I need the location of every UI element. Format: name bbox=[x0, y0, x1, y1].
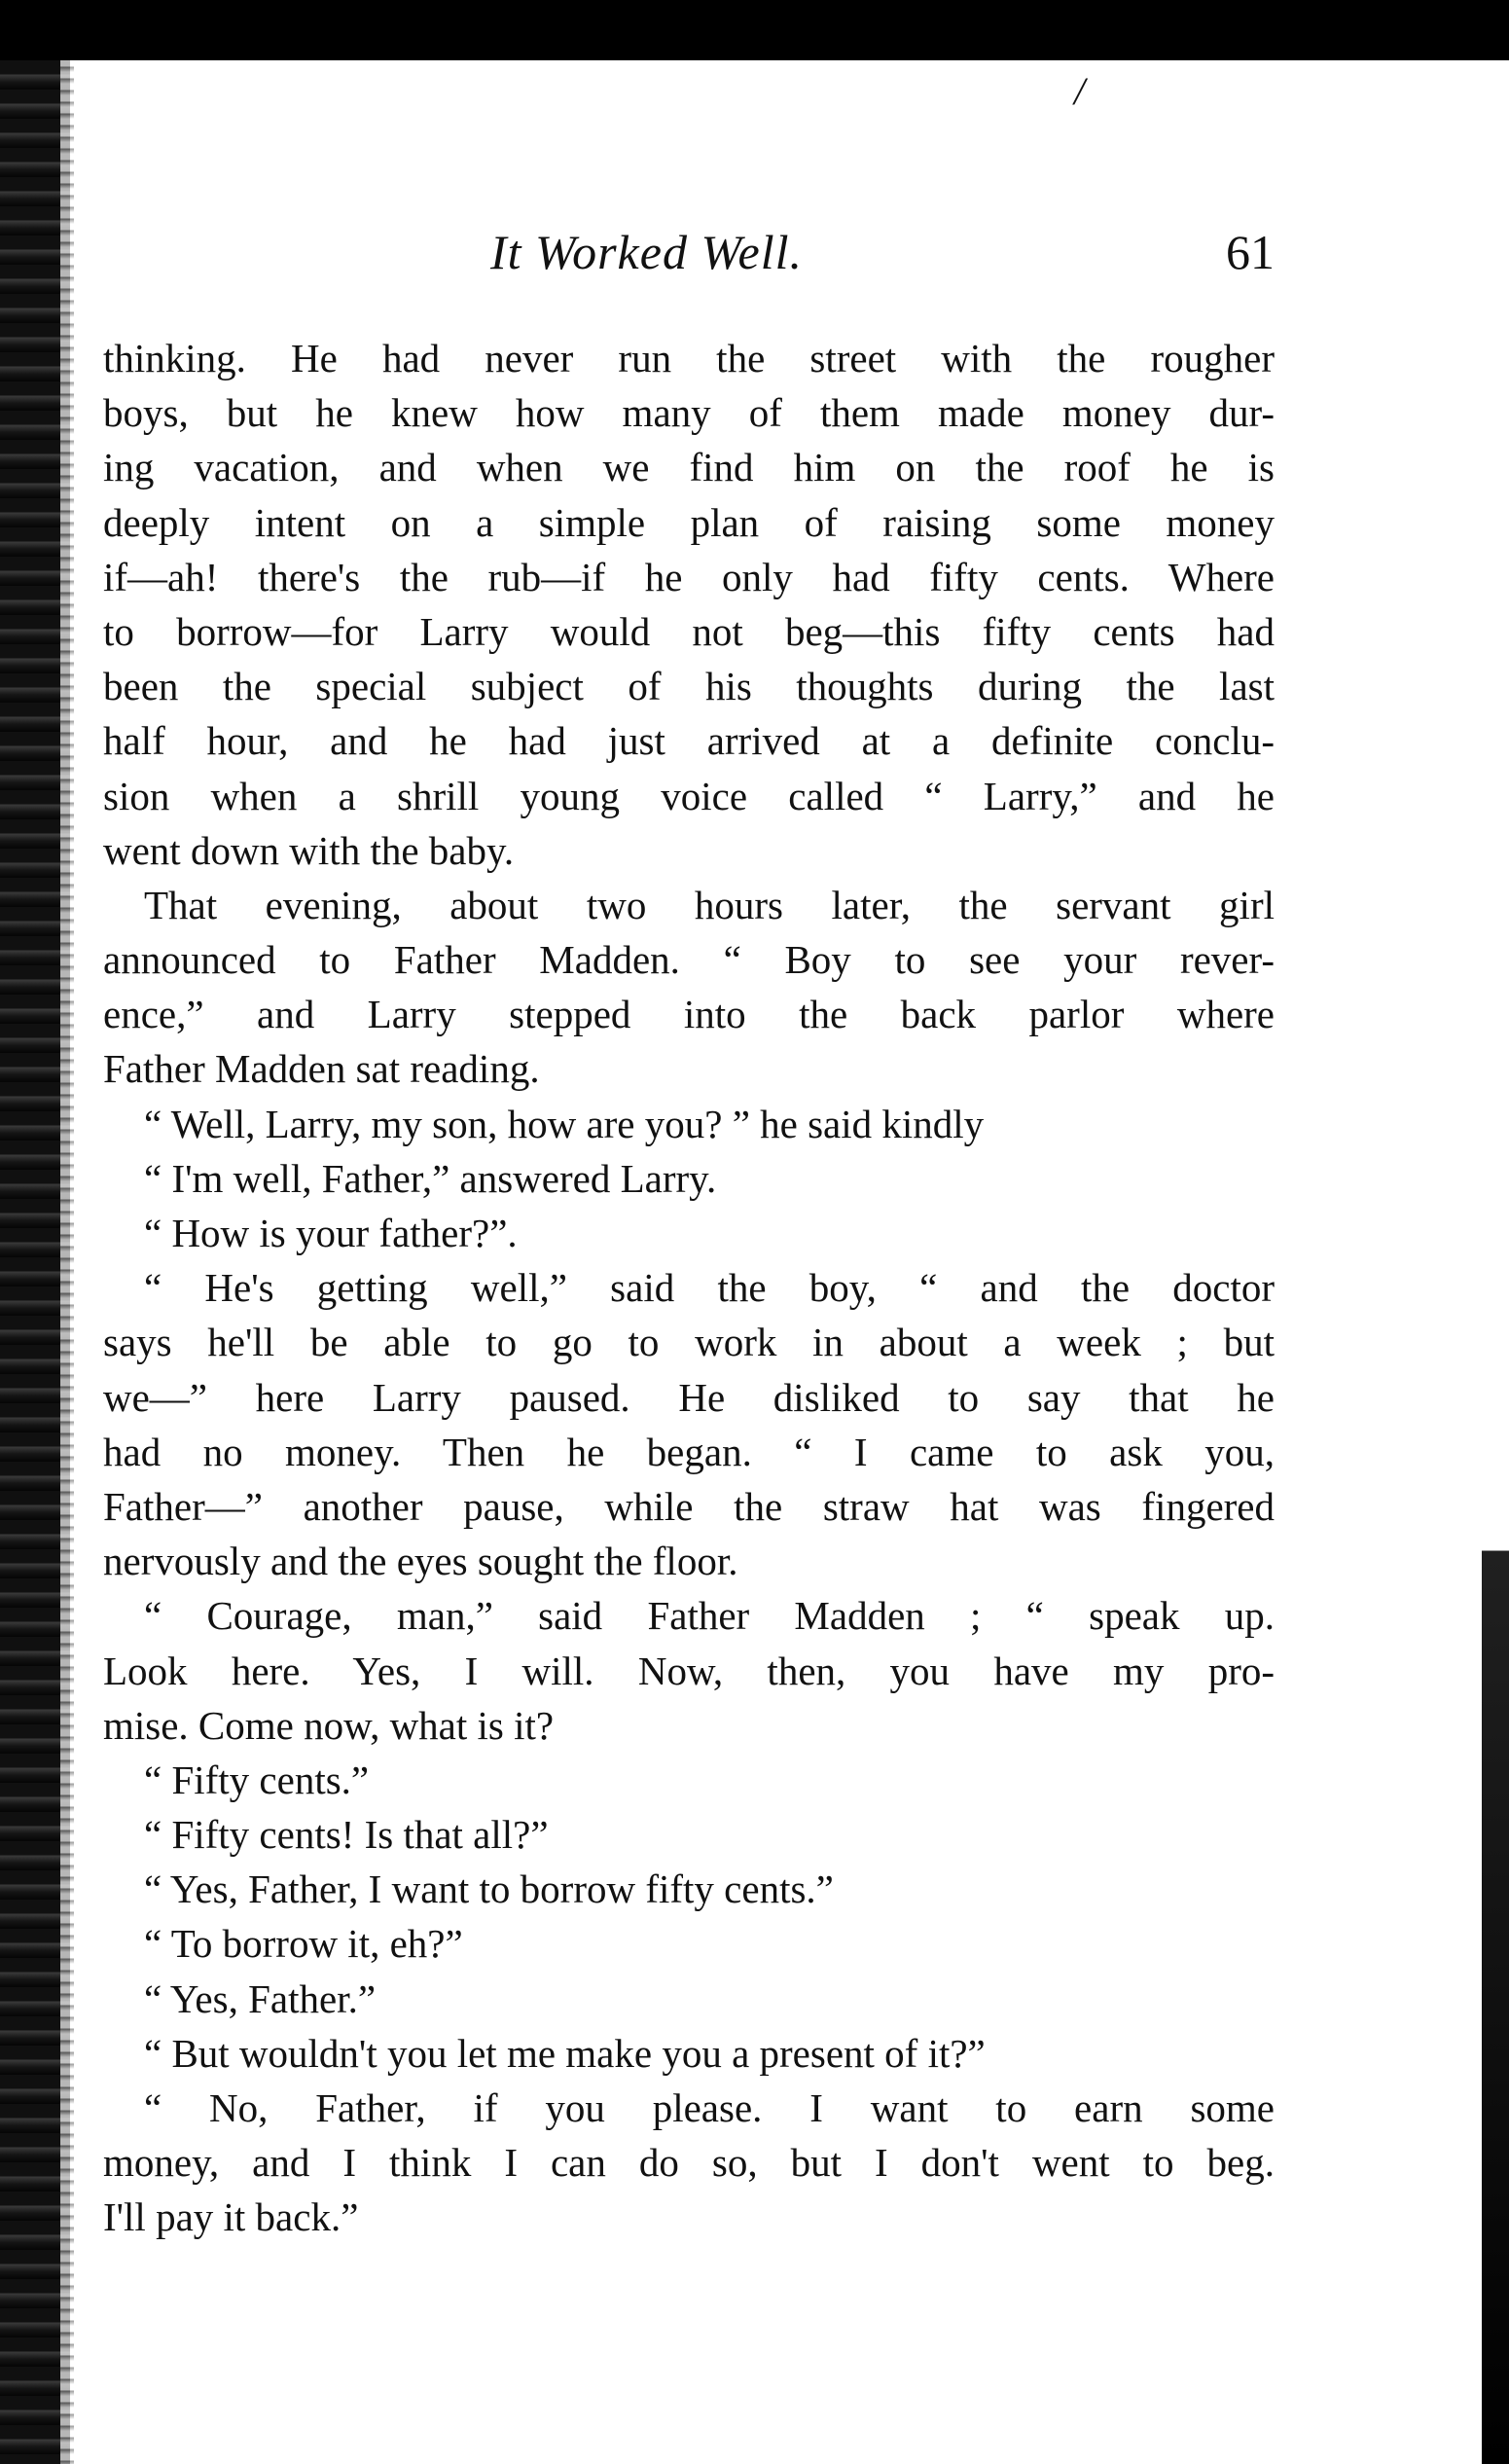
text-line: “ Fifty cents! Is that all?” bbox=[144, 1812, 549, 1858]
text-line: “ Courage, man,” said Father Madden ; “ speak up. bbox=[144, 1593, 1275, 1639]
text-line: deeply intent on a simple plan of raising some money bbox=[103, 499, 1275, 545]
text-line: “ No, Father, if you please. I want to earn some bbox=[144, 2085, 1275, 2130]
text-line: “ Yes, Father.” bbox=[144, 1975, 377, 2021]
text-line: if—ah! there's the rub—if he only had fifty cents. Where bbox=[103, 554, 1275, 599]
running-title: It Worked Well. bbox=[490, 225, 803, 279]
page-number: 61 bbox=[1226, 225, 1275, 279]
text-line: we—” here Larry paused. He disliked to say that he bbox=[103, 1374, 1275, 1420]
text-line: “ Fifty cents.” bbox=[144, 1757, 370, 1802]
text-line: Father Madden sat reading. bbox=[103, 1046, 540, 1092]
scan-border-right bbox=[1482, 60, 1509, 2464]
text-line: ence,” and Larry stepped into the back parlor where bbox=[103, 992, 1275, 1037]
text-line: sion when a shrill young voice called “ Larry,” and he bbox=[103, 773, 1275, 818]
text-line: “ But wouldn't you let me make you a present of it?” bbox=[144, 2030, 986, 2076]
page-mark: / bbox=[1074, 69, 1086, 113]
text-line: “ Well, Larry, my son, how are you? ” he said kindly bbox=[144, 1101, 985, 1146]
text-line: boys, but he knew how many of them made money dur- bbox=[103, 390, 1275, 436]
text-line: thinking. He had never run the street with the rougher bbox=[103, 336, 1275, 380]
text-line: to borrow—for Larry would not beg—this fifty cents had bbox=[103, 608, 1275, 654]
text-line: went down with the baby. bbox=[103, 827, 515, 873]
text-line: money, and I think I can do so, but I don't went to beg. bbox=[103, 2140, 1275, 2186]
scan-border-top bbox=[0, 0, 1509, 60]
text-line: ing vacation, and when we find him on the roof he is bbox=[103, 445, 1275, 490]
text-line: “ To borrow it, eh?” bbox=[144, 1921, 463, 1967]
text-line: “ I'm well, Father,” answered Larry. bbox=[144, 1155, 717, 1201]
text-line: That evening, about two hours later, the servant girl bbox=[144, 882, 1275, 927]
text-line: Look here. Yes, I will. Now, then, you have my pro- bbox=[103, 1648, 1275, 1693]
text-line: I'll pay it back.” bbox=[103, 2194, 359, 2240]
text-line: had no money. Then he began. “ I came to ask you, bbox=[103, 1429, 1275, 1474]
text-line: Father—” another pause, while the straw hat was fingered bbox=[103, 1483, 1275, 1529]
text-line: “ Yes, Father, I want to borrow fifty cents.” bbox=[144, 1866, 834, 1912]
page-header bbox=[107, 224, 1275, 292]
text-line: half hour, and he had just arrived at a definite conclu- bbox=[103, 718, 1275, 764]
text-line: been the special subject of his thoughts during the last bbox=[103, 664, 1275, 709]
text-line: mise. Come now, what is it? bbox=[103, 1702, 555, 1748]
scan-page-edge bbox=[60, 60, 74, 2464]
text-line: “ He's getting well,” said the boy, “ and the doctor bbox=[144, 1265, 1275, 1311]
text-line: “ How is your father?”. bbox=[144, 1211, 518, 1255]
text-line: nervously and the eyes sought the floor. bbox=[103, 1539, 738, 1584]
text-line: announced to Father Madden. “ Boy to see your rever- bbox=[103, 937, 1275, 983]
body-text bbox=[103, 331, 1275, 2245]
text-line: says he'll be able to go to work in about a week ; but bbox=[103, 1320, 1275, 1365]
